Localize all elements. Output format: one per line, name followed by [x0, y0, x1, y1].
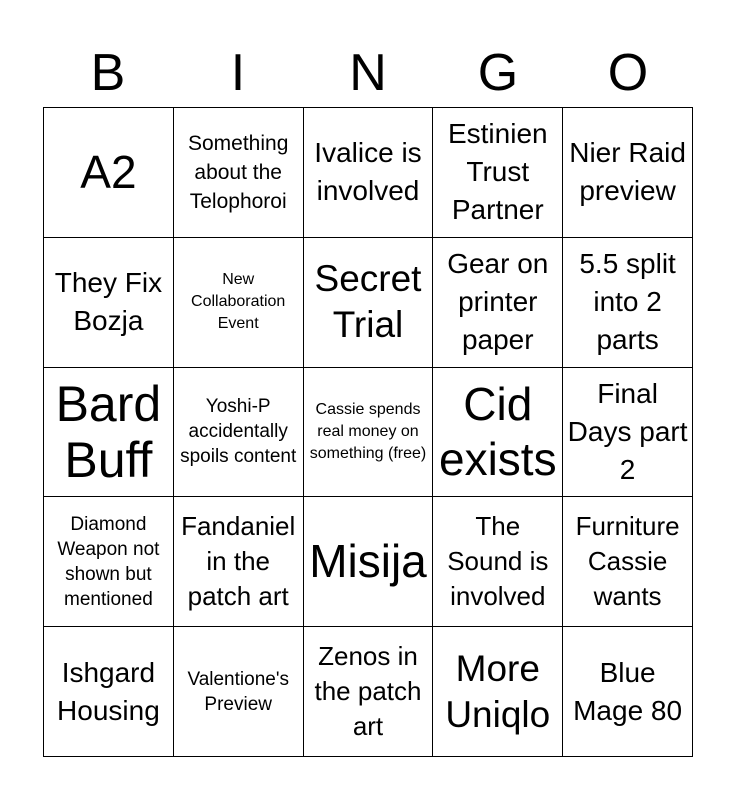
cell-text: A2 — [80, 145, 137, 198]
cell-text: Final Days part 2 — [567, 377, 688, 485]
cell-text: Secret Trial — [314, 258, 422, 346]
cell-text: 5.5 split into 2 parts — [579, 248, 676, 356]
header-letter-n: N — [349, 44, 387, 102]
bingo-cell[interactable] — [44, 497, 174, 627]
bingo-cell[interactable] — [304, 627, 434, 757]
bingo-cell[interactable] — [433, 497, 563, 627]
bingo-cell[interactable] — [433, 238, 563, 368]
bingo-cell[interactable] — [563, 108, 693, 238]
bingo-cell[interactable] — [563, 497, 693, 627]
bingo-cell[interactable] — [44, 368, 174, 498]
cell-text: Gear on printer paper — [447, 248, 549, 356]
header-letter-o: O — [607, 44, 649, 102]
bingo-cell[interactable] — [304, 238, 434, 368]
cell-text: Fandaniel in the patch art — [181, 511, 296, 612]
bingo-cell[interactable] — [174, 627, 304, 757]
cell-text: Misija — [309, 535, 427, 588]
bingo-cell[interactable] — [174, 108, 304, 238]
bingo-cell[interactable] — [563, 238, 693, 368]
bingo-cell[interactable] — [563, 627, 693, 757]
cell-text: Diamond Weapon not shown but mentioned — [57, 513, 160, 610]
bingo-cell[interactable] — [174, 368, 304, 498]
bingo-header — [43, 40, 693, 106]
bingo-cell[interactable] — [433, 108, 563, 238]
cell-text: Nier Raid preview — [569, 137, 686, 207]
bingo-cell[interactable] — [304, 497, 434, 627]
bingo-cell[interactable] — [304, 108, 434, 238]
cell-text: Blue Mage 80 — [573, 656, 683, 726]
cell-text: Valentione's Preview — [187, 668, 289, 715]
bingo-cell[interactable] — [44, 238, 174, 368]
bingo-cell[interactable] — [563, 368, 693, 498]
header-letter-g: G — [477, 44, 519, 102]
bingo-grid — [43, 107, 693, 757]
cell-text: Yoshi-P accidentally spoils content — [180, 396, 297, 468]
bingo-cell[interactable] — [433, 627, 563, 757]
cell-text: Ivalice is involved — [314, 137, 422, 207]
cell-text: Zenos in the patch art — [314, 641, 422, 742]
cell-text: Something about the Telophoroi — [187, 131, 289, 213]
cell-text: The Sound is involved — [447, 511, 549, 612]
bingo-cell[interactable] — [44, 108, 174, 238]
cell-text: Bard Buff — [55, 375, 162, 488]
cell-text: Estinien Trust Partner — [447, 118, 548, 226]
cell-text: More Uniqlo — [445, 647, 551, 735]
bingo-cell[interactable] — [44, 627, 174, 757]
bingo-cell[interactable] — [174, 238, 304, 368]
cell-text: Cid exists — [438, 377, 557, 485]
header-letter-b: B — [90, 44, 126, 102]
bingo-cell[interactable] — [433, 368, 563, 498]
header-letter-i: I — [230, 44, 246, 102]
cell-text: Furniture Cassie wants — [575, 511, 680, 612]
bingo-cell[interactable] — [304, 368, 434, 498]
cell-text: They Fix Bozja — [54, 267, 163, 337]
cell-text: New Collaboration Event — [191, 271, 286, 333]
cell-text: Ishgard Housing — [57, 656, 160, 726]
bingo-cell[interactable] — [174, 497, 304, 627]
cell-text: Cassie spends real money on something (free) — [309, 400, 427, 462]
